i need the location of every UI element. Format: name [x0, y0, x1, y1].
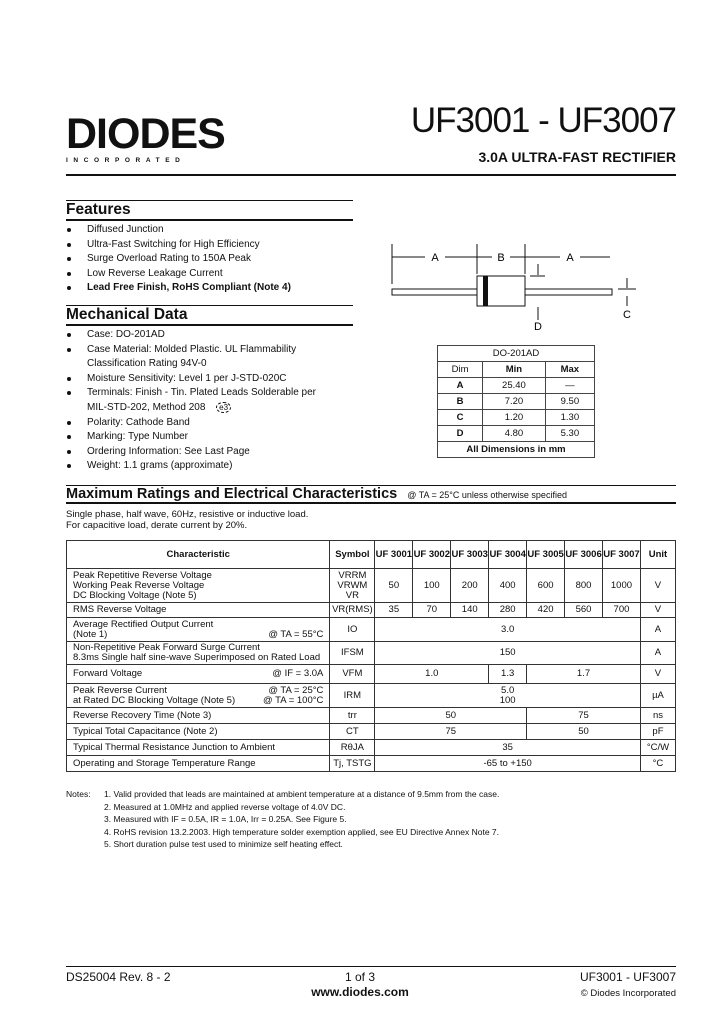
char-line: Average Rectified Output Current: [73, 618, 214, 630]
footer-url[interactable]: www.diodes.com: [311, 985, 409, 999]
dim-cell: —: [545, 378, 594, 394]
part-subtitle: 3.0A ULTRA-FAST RECTIFIER: [478, 149, 676, 165]
dim-cell: C: [438, 410, 483, 426]
value-cell: 200: [451, 569, 489, 603]
value-cell: 70: [413, 603, 451, 618]
mech-item-text: Terminals: Finish - Tin. Plated Leads Solderable per MIL-STD-202, Method 208: [87, 387, 317, 413]
value-cell: -65 to +150: [375, 756, 641, 772]
footer-copyright: © Diodes Incorporated: [580, 988, 676, 999]
char-cell: [67, 618, 330, 642]
value-cell: 280: [489, 603, 527, 618]
note-item: 1. Valid provided that leads are maintained at ambient temperature at a distance of 9.5mm from the case.: [104, 789, 500, 799]
mech-item: Case: DO-201AD: [66, 328, 326, 343]
ratings-heading: Maximum Ratings and Electrical Characteristics: [66, 486, 398, 502]
footer-page: 1 of 3: [344, 970, 376, 984]
unit-cell: V: [640, 603, 675, 618]
header-part: UF 3007: [603, 541, 641, 569]
note-item: 3. Measured with IF = 0.5A, IR = 1.0A, Irr = 0.25A. See Figure 5.: [104, 814, 347, 824]
condition: @ IF = 3.0A: [272, 668, 324, 679]
dim-cell: 9.50: [545, 394, 594, 410]
ratings-section: [66, 485, 676, 531]
symbol: VRRM: [338, 569, 367, 581]
char-cell: [67, 569, 330, 603]
condition: @ TA = 55°C: [268, 628, 324, 640]
condition: @ TA = 25°C: [268, 684, 324, 696]
footer-part: UF3001 - UF3007: [579, 970, 676, 984]
unit-cell: °C: [640, 756, 675, 772]
symbol-cell: RθJA: [330, 740, 375, 756]
dim-row: [438, 378, 595, 394]
footer-divider: [66, 966, 676, 967]
value-cell: 600: [527, 569, 565, 603]
value-cell: 150: [375, 642, 641, 665]
table-row: [67, 569, 676, 603]
dim-cell: B: [438, 394, 483, 410]
dim-cell: 5.30: [545, 426, 594, 442]
char-cell: Reverse Recovery Time (Note 3): [67, 708, 330, 724]
table-row: [67, 724, 676, 740]
char-line: Forward Voltage: [73, 668, 143, 679]
symbol-cell: VR(RMS): [330, 603, 375, 618]
char-cell: Operating and Storage Temperature Range: [67, 756, 330, 772]
unit-cell: A: [640, 642, 675, 665]
value-cell: 700: [603, 603, 641, 618]
value-cell: 50: [375, 569, 413, 603]
feature-item: Ultra-Fast Switching for High Efficiency: [66, 238, 386, 253]
dim-header: Dim: [438, 362, 483, 378]
dim-label-b: B: [497, 252, 505, 264]
symbol-cell: CT: [330, 724, 375, 740]
symbol-cell: IRM: [330, 684, 375, 708]
symbol-cell: VFM: [330, 665, 375, 684]
dim-row: [438, 410, 595, 426]
value-cell: 75: [375, 724, 527, 740]
dimension-table: [437, 345, 595, 458]
table-row: [67, 708, 676, 724]
mech-item: Case Material: Molded Plastic. UL Flammability Classification Rating 94V-0: [66, 343, 326, 372]
char-line: Peak Reverse Current: [73, 684, 167, 696]
unit-cell: °C/W: [640, 740, 675, 756]
notes-label: Notes:: [66, 789, 91, 799]
value-cell: 140: [451, 603, 489, 618]
symbol-cell: trr: [330, 708, 375, 724]
table-row: [67, 756, 676, 772]
notes: [66, 788, 499, 851]
features-heading: Features: [66, 201, 131, 218]
char-line: 8.3ms Single half sine-wave Superimposed on Rated Load: [73, 652, 321, 663]
char-line: (Note 1): [73, 628, 108, 640]
char-cell: Typical Total Capacitance (Note 2): [67, 724, 330, 740]
dim-cell: 25.40: [483, 378, 546, 394]
feature-item: Lead Free Finish, RoHS Compliant (Note 4): [66, 281, 386, 296]
mech-item: Ordering Information: See Last Page: [66, 445, 326, 460]
table-row: [67, 642, 676, 665]
symbol-cell: IO: [330, 618, 375, 642]
dim-table-footer: All Dimensions in mm: [438, 442, 595, 458]
table-row: [67, 740, 676, 756]
header-part: UF 3005: [527, 541, 565, 569]
note-item: 5. Short duration pulse test used to minimize self heating effect.: [104, 839, 343, 849]
mech-item: Polarity: Cathode Band: [66, 416, 326, 431]
dim-label-a2: A: [566, 252, 574, 264]
dim-table-title: DO-201AD: [438, 346, 595, 362]
feature-item: Diffused Junction: [66, 223, 386, 238]
table-row: [67, 684, 676, 708]
symbol: VRWM: [337, 579, 368, 591]
feature-item: Surge Overload Rating to 150A Peak: [66, 252, 386, 267]
symbol-cell: [330, 569, 375, 603]
e3-lead-free-icon: e3: [216, 402, 231, 413]
unit-cell: ns: [640, 708, 675, 724]
note-item: 2. Measured at 1.0MHz and applied reverse voltage of 4.0V DC.: [104, 801, 346, 812]
dim-cell: 7.20: [483, 394, 546, 410]
unit-cell: pF: [640, 724, 675, 740]
dim-label-c: C: [623, 309, 631, 321]
unit-cell: V: [640, 569, 675, 603]
ratings-condition: @ TA = 25°C unless otherwise specified: [407, 490, 567, 500]
package-outline-diagram: [370, 240, 650, 340]
dim-header: Max: [545, 362, 594, 378]
mechanical-heading: Mechanical Data: [66, 306, 188, 323]
char-line: Non-Repetitive Peak Forward Surge Current: [73, 642, 260, 653]
mech-item: Marking: Type Number: [66, 430, 326, 445]
value-cell: 1.0: [375, 665, 489, 684]
symbol-cell: IFSM: [330, 642, 375, 665]
value-cell: 1.7: [527, 665, 641, 684]
char-line: DC Blocking Voltage (Note 5): [73, 589, 197, 601]
value-cell: 1.3: [489, 665, 527, 684]
mech-item: [66, 386, 326, 415]
char-cell: RMS Reverse Voltage: [67, 603, 330, 618]
footer-doc-number: DS25004 Rev. 8 - 2: [66, 970, 171, 984]
char-cell: [67, 684, 330, 708]
char-cell: Typical Thermal Resistance Junction to Ambient: [67, 740, 330, 756]
char-cell: [67, 642, 330, 665]
dim-row: [438, 394, 595, 410]
symbol-cell: Tj, TSTG: [330, 756, 375, 772]
value-cell: 100: [413, 569, 451, 603]
dim-header: Min: [483, 362, 546, 378]
header-part: UF 3003: [451, 541, 489, 569]
header-unit: Unit: [640, 541, 675, 569]
value-cell: 560: [565, 603, 603, 618]
char-line: Working Peak Reverse Voltage: [73, 579, 205, 591]
symbol: VR: [345, 589, 359, 601]
char-cell: [67, 665, 330, 684]
dim-cell: A: [438, 378, 483, 394]
dim-cell: 1.30: [545, 410, 594, 426]
value-cell: 35: [375, 603, 413, 618]
dim-cell: 1.20: [483, 410, 546, 426]
value-cell: 3.0: [375, 618, 641, 642]
features-section: [66, 200, 353, 296]
char-line: Peak Repetitive Reverse Voltage: [73, 569, 212, 581]
ratings-intro: For capacitive load, derate current by 20%.: [66, 520, 248, 531]
value-cell: [375, 684, 641, 708]
ratings-table: [66, 540, 676, 772]
char-line: at Rated DC Blocking Voltage (Note 5): [73, 694, 236, 706]
unit-cell: µA: [640, 684, 675, 708]
header-part: UF 3002: [413, 541, 451, 569]
divider: [66, 174, 676, 176]
part-title: UF3001 - UF3007: [410, 101, 676, 140]
mech-item: Moisture Sensitivity: Level 1 per J-STD-020C: [66, 372, 356, 387]
header-symbol: Symbol: [330, 541, 375, 569]
note-item: 4. RoHS revision 13.2.2003. High temperature solder exemption applied, see EU Directive Annex Note 7.: [104, 826, 499, 837]
header-part: UF 3006: [565, 541, 603, 569]
value-cell: 50: [375, 708, 527, 724]
ratings-intro: Single phase, half wave, 60Hz, resistive or inductive load.: [66, 509, 309, 520]
table-header-row: [67, 541, 676, 569]
dim-label-d: D: [534, 321, 542, 333]
condition: @ TA = 100°C: [263, 694, 324, 706]
table-row: [67, 618, 676, 642]
logo-text: DIODES: [66, 110, 225, 158]
logo-subtext: INCORPORATED: [66, 157, 186, 164]
value: 5.0: [501, 684, 515, 696]
header-part: UF 3004: [489, 541, 527, 569]
value-cell: 420: [527, 603, 565, 618]
value-cell: 35: [375, 740, 641, 756]
value: 100: [499, 694, 516, 706]
diodes-logo: [66, 112, 236, 170]
value-cell: 75: [527, 708, 641, 724]
header-part: UF 3001: [375, 541, 413, 569]
feature-item: Low Reverse Leakage Current: [66, 267, 386, 282]
header-characteristic: Characteristic: [67, 541, 330, 569]
dim-row: [438, 426, 595, 442]
mech-item: Weight: 1.1 grams (approximate): [66, 459, 326, 474]
table-row: [67, 665, 676, 684]
unit-cell: V: [640, 665, 675, 684]
value-cell: 800: [565, 569, 603, 603]
mechanical-section: [66, 305, 353, 474]
value-cell: 50: [527, 724, 641, 740]
dim-cell: D: [438, 426, 483, 442]
value-cell: 1000: [603, 569, 641, 603]
table-row: [67, 603, 676, 618]
value-cell: 400: [489, 569, 527, 603]
dim-label-a: A: [431, 252, 439, 264]
dim-cell: 4.80: [483, 426, 546, 442]
unit-cell: A: [640, 618, 675, 642]
